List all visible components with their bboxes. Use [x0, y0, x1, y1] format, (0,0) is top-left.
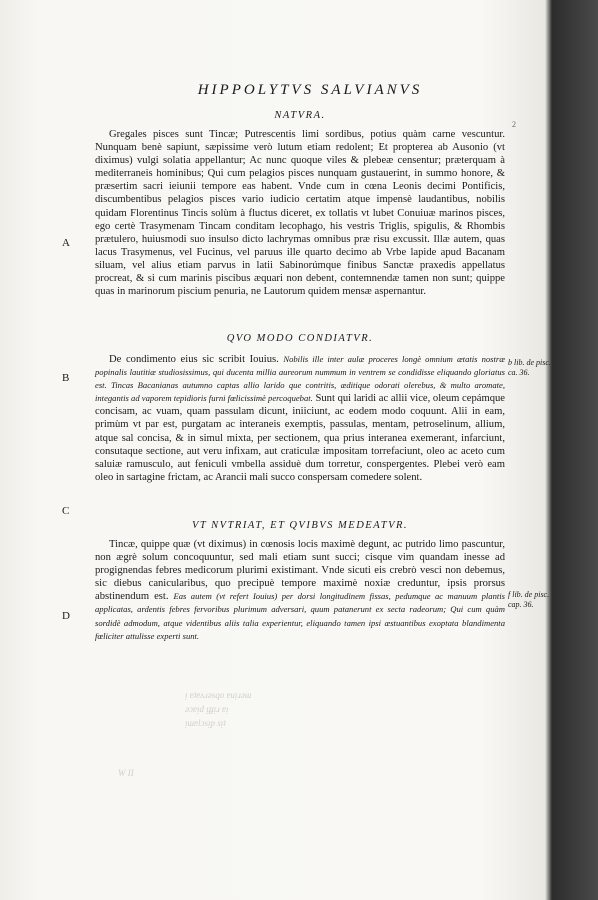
condiatur-text: De condimento eius sic scribit Iouius.: [109, 354, 279, 365]
bleed-through-line-2: ǝɔɐᴉd ᴉɟɟᴉɹ ɐᴉ: [185, 704, 229, 714]
bleed-through-line-3: ᴉɯɐlɔsᴉp sᴉʇ: [185, 718, 226, 728]
section-head-condiatur: QVO MODO CONDIATVR.: [226, 333, 374, 344]
natura-paragraph: [95, 128, 505, 298]
bleed-through-line-4: W II: [118, 768, 134, 778]
margin-note-f: f lib. de pisc. cap. 36.: [508, 590, 550, 609]
condiatur-rest: Sunt qui laridi ac allii vice, oleum cepámque concisam, ac vuam, quam passulam dicunt, iniiciunt, ac eodem modo coquunt. Alii in eam, primùm vt par est, purgatam ac interaneis exemptis, passulas, mentam, petroselinum, allium, atque sal concisa, & in simul mixta, per sectionem, qua prius interanea exemerant, infarciunt, consutaque sectione, aut veru infixam, aut craticulæ impositam torrefaciunt, oleo ac aceto cum saluiæ ramusculo, aut feniculi vmbella assiduè dum torretur, conspergentes. Plebei verò eam oleo in sartagine frictam, ac Arancii mali succo conspersam comedere solent.: [95, 393, 505, 483]
corner-mark: 2: [512, 120, 516, 129]
margin-note-b: b lib. de pisc. ca. 36.: [508, 358, 551, 377]
margin-letter-a: A: [62, 237, 70, 249]
margin-letter-c: C: [62, 505, 70, 517]
bleed-through-line-1: ᴉ ɐʇɐʌɹǝsqo ɐuᴉɹǝɯ: [185, 690, 252, 700]
section-head-nutriat: VT NVTRIAT, ET QVIBVS MEDEATVR.: [191, 520, 409, 531]
running-title: HIPPOLYTVS SALVIANVS: [197, 82, 423, 98]
nutriat-paragraph: [95, 538, 505, 643]
section-head-natura: NATVRA.: [274, 110, 326, 121]
condiatur-paragraph: [95, 353, 505, 484]
nutriat-quote: Eas autem (vt refert Iouius) per dorsi longitudinem fissas, pedumque ac manuum plantis applicatas, ardentis febres fervoribus plurimum adversari, quum patanerunt ex secta radeorum; Qui cum quàm sordidè admodum, atque videntibus aliis talia experientur, eliquando tamen ipsi æstuantibus exoptata blandimenta fœliciter attulisse experti sunt.: [95, 591, 505, 641]
margin-letter-d: D: [62, 610, 70, 622]
margin-letter-b: B: [62, 372, 70, 384]
nutriat-text: Tincæ, quippe quæ (vt diximus) in cœnosis locis maximè degunt, ac putrido limo pascuntur, non ægrè solum concoquuntur, sed mali etiam sunt succi; cisque vim quandam inesse ad progignendas febres medicorum plurimi existimant. Vnde sicuti eis crebrò vesci non debemus, sic diebus canicularibus, quo precipuè tempore maximè noxiæ creduntur, ipsis prorsus abstinendum est.: [95, 539, 505, 603]
condiatur-quote: Nobilis ille inter aulæ proceres longè omnium ætatis nostræ popinalis lautitiæ studiosissimus, qui ducenta millia aureorum nummum in ventrem se condidisse eliquando gloriatus est. Tincas Bacanianas autumno captas allio larido que contritis, æditique odorati olerebus, & multo aromate, integantis ad vaporem tepidioris furni fœlicissimè percoquebat.: [95, 354, 505, 404]
natura-text: Gregales pisces sunt Tincæ; Putrescentis limi sordibus, potius quàm carne vescuntur. Nunquam benè sapiunt, sæpissime verò lutum etiam redolent; Et propterea ab Ausonio (vt diximus) vulgi solatia appellantur; Ac nunc quoque viles & plebeæ censentur; præterquam à mediterraneis hominibus; Qui cum pelagios pisces nunquam gustauerint, in summo honore, & præsertim sacri ieiunii tempore eas habent. Vnde cum in cœna Leonis decimi Pontificis, discumbentibus pelagios pisces vario iudicio certatim atque impensè laudantibus, nobilis quidam Florentinus Tincis solùm à fluctus diceret, ex tollatis vt lubet Conuiuæ marinos pisces, ego certè Trasymenam Tincam conditam lecophago, his vestris Triglis, spigulis, & Rhombis prætulero, huiusmodi suo insulso dicto lachrymas omnibus præ risu excussit. Illæ autem, quas lacus Trasymenus, vel Fucinus, vel paruus ille quarto decimo ab Vrbe lapide apud Bacanam siluam, vel alius etiam parvus in latii Sabinorúmque finibus Sanctæ praxedis appellatus procreat, & si cum marinis piscibus æquari non debent, contemnendæ tamen non sunt; quippe quas in marinorum piscium penuria, ne Lautorum quidem mensæ aspernantur.: [95, 129, 505, 298]
